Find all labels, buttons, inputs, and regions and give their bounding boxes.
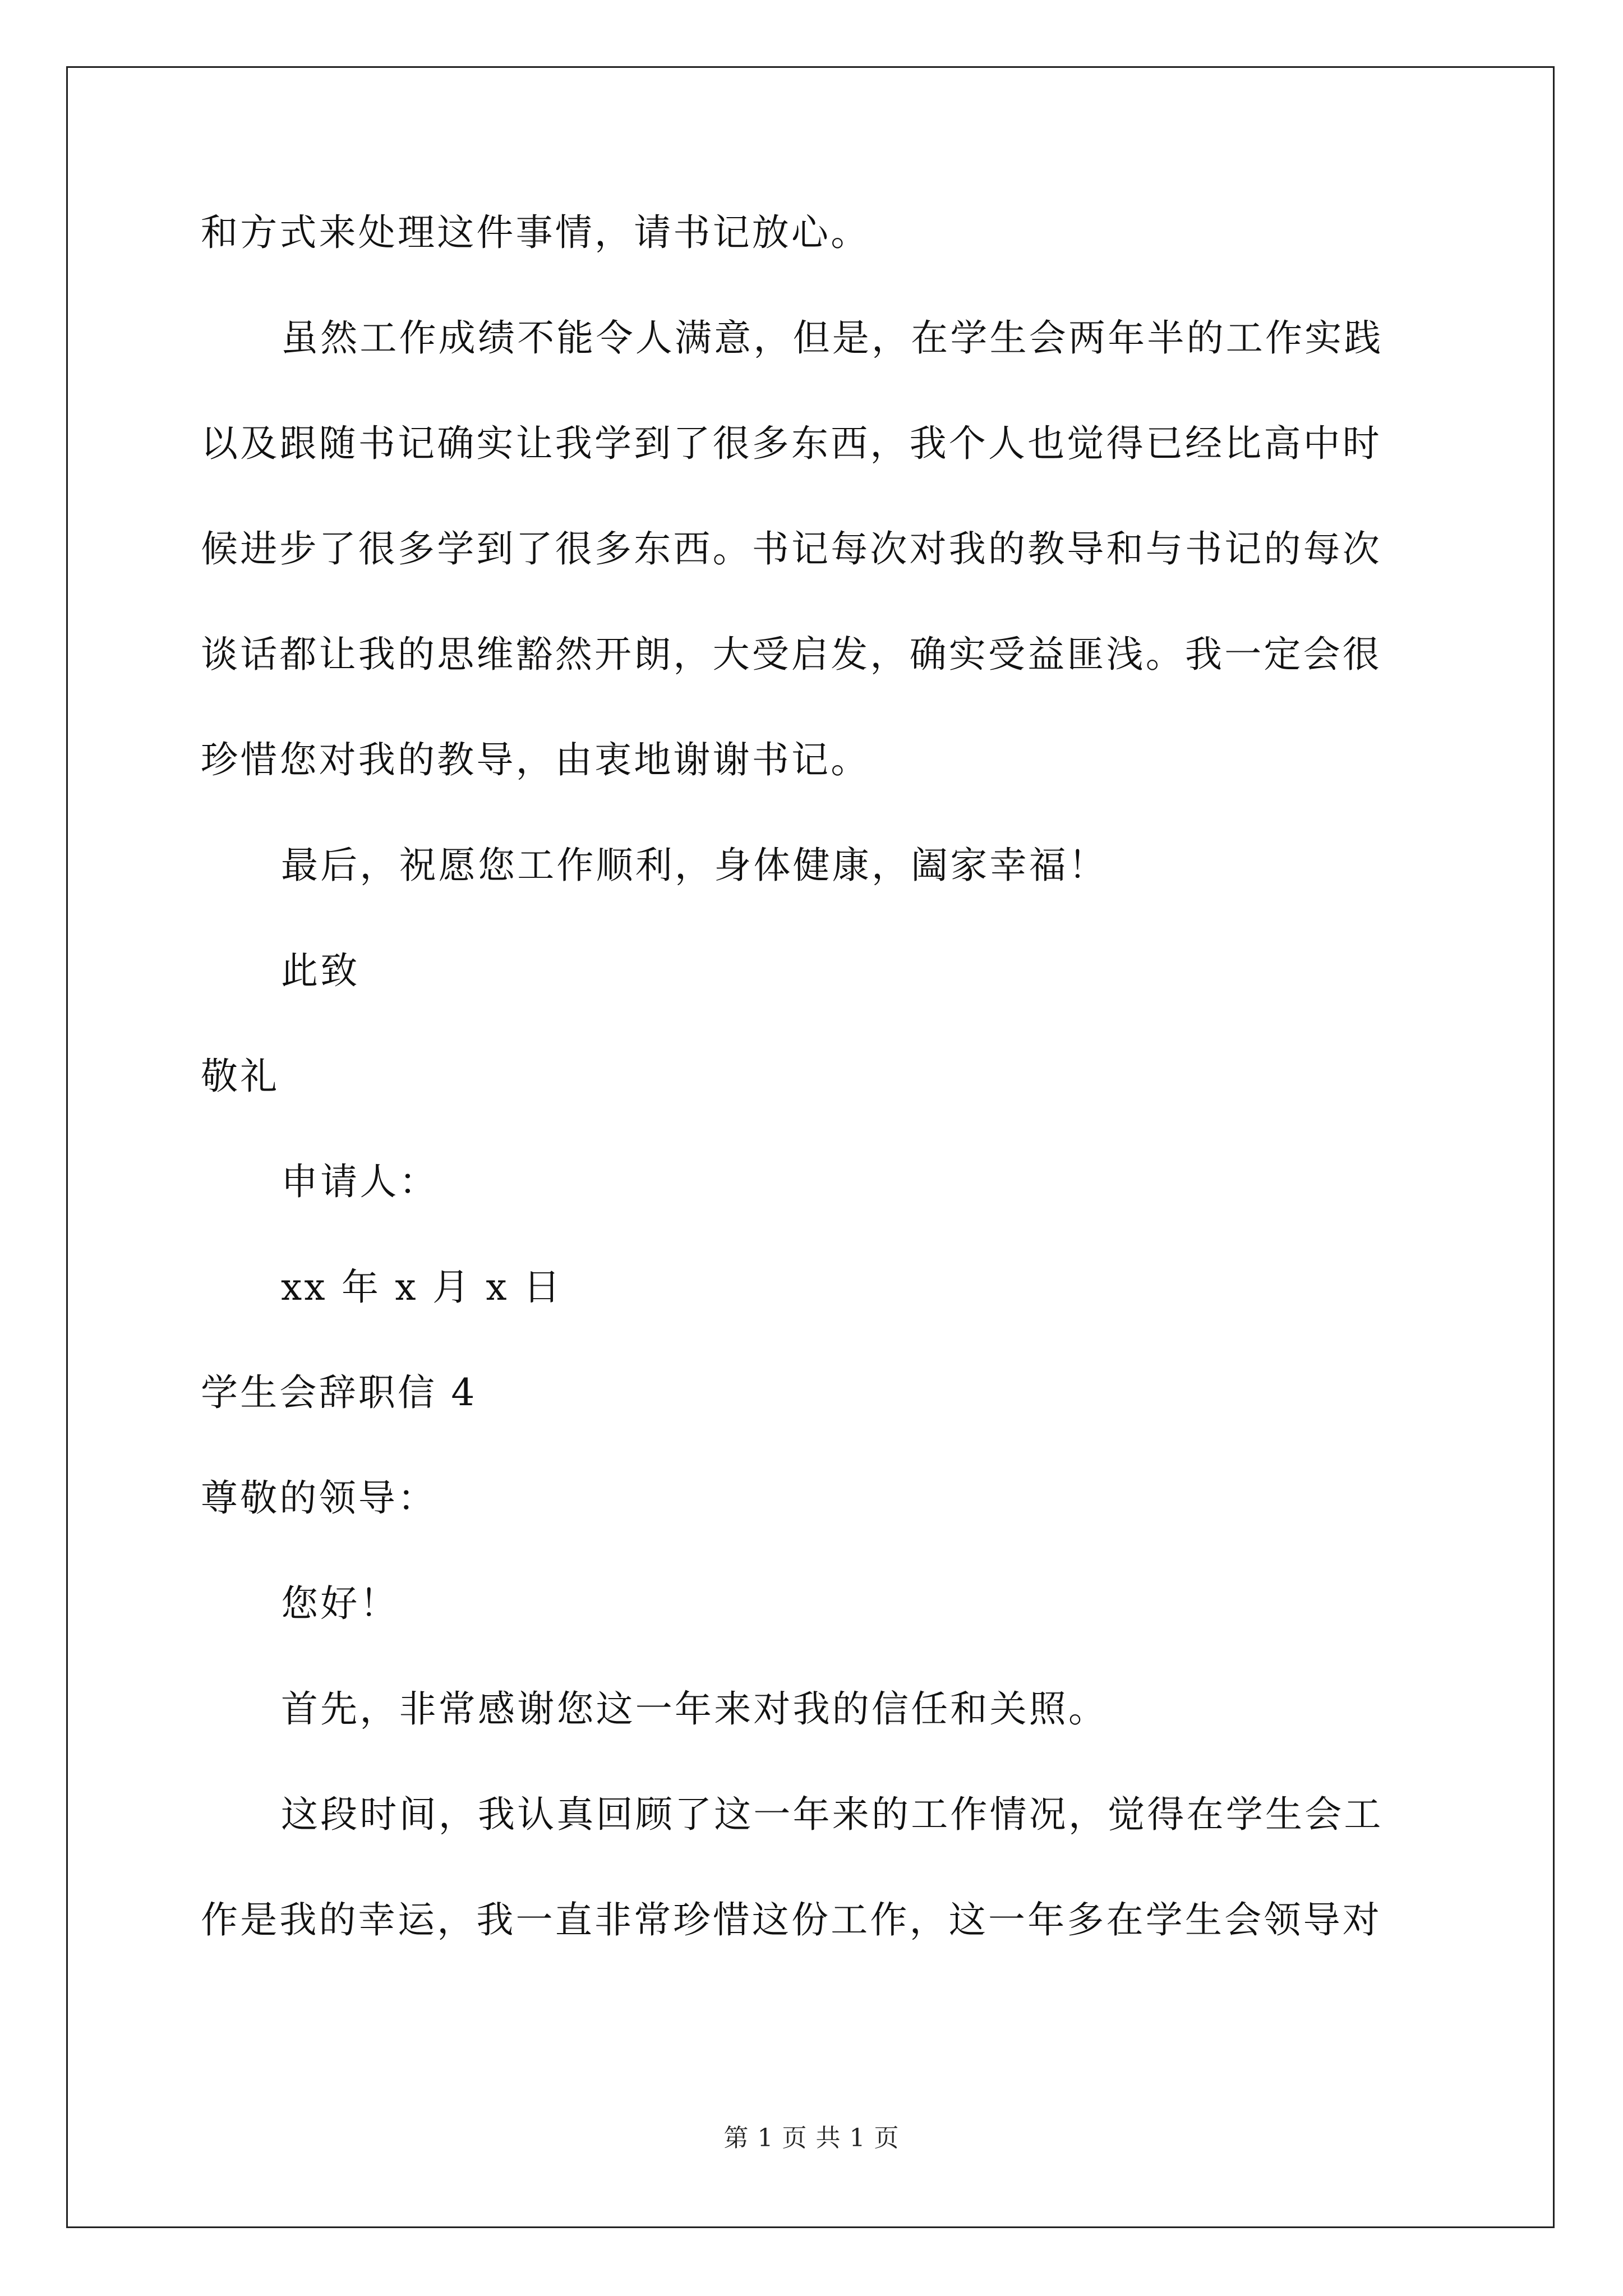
paragraph-line: 作是我的幸运，我一直非常珍惜这份工作，这一年多在学生会领导对 xyxy=(201,1898,1382,1941)
greeting-hello: 您好！ xyxy=(281,1582,399,1625)
applicant-label: 申请人： xyxy=(281,1160,439,1203)
document-body xyxy=(201,211,1435,2007)
paragraph-line: 以及跟随书记确实让我学到了很多东西，我个人也觉得已经比高中时 xyxy=(201,422,1382,465)
paragraph-line: 谈话都让我的思维豁然开朗，大受启发，确实受益匪浅。我一定会很 xyxy=(201,633,1382,676)
salutation-close: 此致 xyxy=(281,949,360,992)
letter-date: xx 年 x 月 x 日 xyxy=(281,1266,563,1309)
section-title: 学生会辞职信 4 xyxy=(201,1371,477,1414)
paragraph-line: 候进步了很多学到了很多东西。书记每次对我的教导和与书记的每次 xyxy=(201,527,1382,570)
greeting-recipient: 尊敬的领导： xyxy=(201,1476,437,1520)
paragraph-line: 和方式来处理这件事情，请书记放心。 xyxy=(201,211,870,254)
paragraph-line: 这段时间，我认真回顾了这一年来的工作情况，觉得在学生会工 xyxy=(281,1793,1384,1836)
paragraph-line: 珍惜您对我的教导，由衷地谢谢书记。 xyxy=(201,738,870,781)
closing-wish: 最后，祝愿您工作顺利，身体健康，阖家幸福！ xyxy=(281,844,1108,887)
paragraph-line: 首先，非常感谢您这一年来对我的信任和关照。 xyxy=(281,1687,1108,1731)
salutation-respect: 敬礼 xyxy=(201,1055,280,1098)
page-number-footer: 第 1 页 共 1 页 xyxy=(723,2124,900,2152)
paragraph-line: 虽然工作成绩不能令人满意，但是，在学生会两年半的工作实践 xyxy=(281,316,1384,360)
